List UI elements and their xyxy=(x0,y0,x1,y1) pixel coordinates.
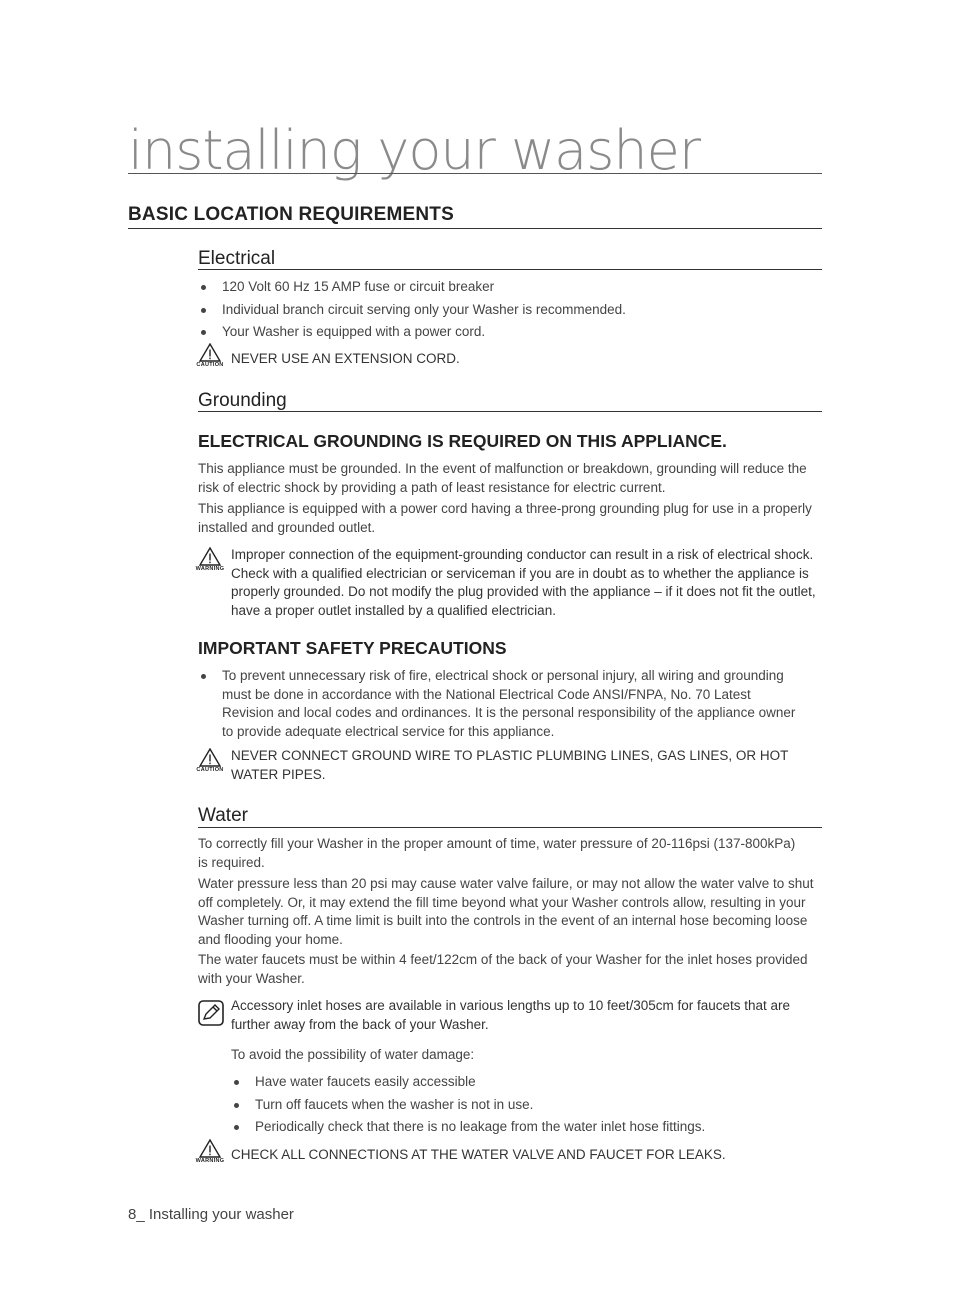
grounding-subheading: ELECTRICAL GROUNDING IS REQUIRED ON THIS APPLIANCE. xyxy=(198,431,727,451)
grounding-heading: Grounding xyxy=(198,390,287,411)
caution-label: CAUTION xyxy=(196,362,224,368)
precautions-heading: IMPORTANT SAFETY PRECAUTIONS xyxy=(198,638,507,658)
grounding-para-1: This appliance must be grounded. In the event of malfunction or breakdown, grounding will reduce the risk of electric shock by providing a path of least resistance for electric current. xyxy=(198,461,807,495)
grounding-rule xyxy=(198,411,822,412)
caution-icon xyxy=(190,343,230,369)
grounding-para-2: This appliance is equipped with a power cord having a three-prong grounding plug for use in a properly installed and grounded outlet. xyxy=(198,501,812,535)
warning-label: WARNING xyxy=(195,1158,225,1164)
note-icon xyxy=(198,1000,224,1026)
caution-icon xyxy=(190,748,230,774)
warning-icon xyxy=(190,1139,230,1165)
list-item: Individual branch circuit serving only your Washer is recommended. xyxy=(198,301,822,320)
precautions-list xyxy=(198,667,798,741)
title-rule xyxy=(128,173,822,174)
section-heading: BASIC LOCATION REQUIREMENTS xyxy=(128,204,454,225)
warning-text: Improper connection of the equipment-grounding conductor can result in a risk of electrical shock. Check with a qualified electrician or serviceman if you are in doubt as to whether the appliance is properly grounded. Do not modify the plug provided with the appliance – if it does not fit the outlet, have a proper outlet installed by a qualified electrician. xyxy=(231,547,816,618)
page-title: installing your washer xyxy=(128,119,701,182)
list-item: To prevent unnecessary risk of fire, electrical shock or personal injury, all wiring and grounding must be done in accordance with the National Electrical Code ANSI/FNPA, No. 70 Latest Revision and local codes and ordinances. It is the personal responsibility of the appliance owner to provide adequate electrical service for this appliance. xyxy=(198,667,798,741)
electrical-heading: Electrical xyxy=(198,248,276,269)
section-rule xyxy=(128,228,822,229)
note-text: Accessory inlet hoses are available in various lengths up to 10 feet/305cm for faucets that are further away from the back of your Washer. xyxy=(231,998,791,1032)
avoid-intro: To avoid the possibility of water damage: xyxy=(231,1047,475,1062)
water-rule xyxy=(198,827,822,828)
list-item: 120 Volt 60 Hz 15 AMP fuse or circuit breaker xyxy=(198,278,822,297)
electrical-list xyxy=(198,278,822,342)
list-item: Turn off faucets when the washer is not in use. xyxy=(231,1096,791,1115)
warning-label: WARNING xyxy=(195,566,225,572)
caution-text: NEVER USE AN EXTENSION CORD. xyxy=(231,351,460,366)
water-heading: Water xyxy=(198,805,248,826)
water-para-1: To correctly fill your Washer in the proper amount of time, water pressure of 20-116psi (137-800kPa) is required. xyxy=(198,836,796,870)
warning-text: CHECK ALL CONNECTIONS AT THE WATER VALVE AND FAUCET FOR LEAKS. xyxy=(231,1147,726,1162)
page-footer: 8_ Installing your washer xyxy=(128,1206,294,1223)
water-para-3: The water faucets must be within 4 feet/122cm of the back of your Washer for the inlet hoses provided with your Washer. xyxy=(198,952,808,986)
avoid-list xyxy=(231,1073,791,1137)
list-item: Periodically check that there is no leakage from the water inlet hose fittings. xyxy=(231,1118,791,1137)
electrical-rule xyxy=(198,269,822,270)
water-para-2: Water pressure less than 20 psi may cause water valve failure, or may not allow the water valve to shut off completely. Or, it may extend the fill time beyond what your Washer controls allow, resulting in your Washer turning off. A time limit is built into the controls in the event of an internal hose becoming loose and flooding your home. xyxy=(198,876,814,947)
list-item: Have water faucets easily accessible xyxy=(231,1073,791,1092)
caution-text: NEVER CONNECT GROUND WIRE TO PLASTIC PLUMBING LINES, GAS LINES, OR HOT WATER PIPES. xyxy=(231,748,789,782)
warning-icon xyxy=(190,547,230,573)
caution-label: CAUTION xyxy=(196,767,224,773)
list-item: Your Washer is equipped with a power cord. xyxy=(198,323,822,342)
